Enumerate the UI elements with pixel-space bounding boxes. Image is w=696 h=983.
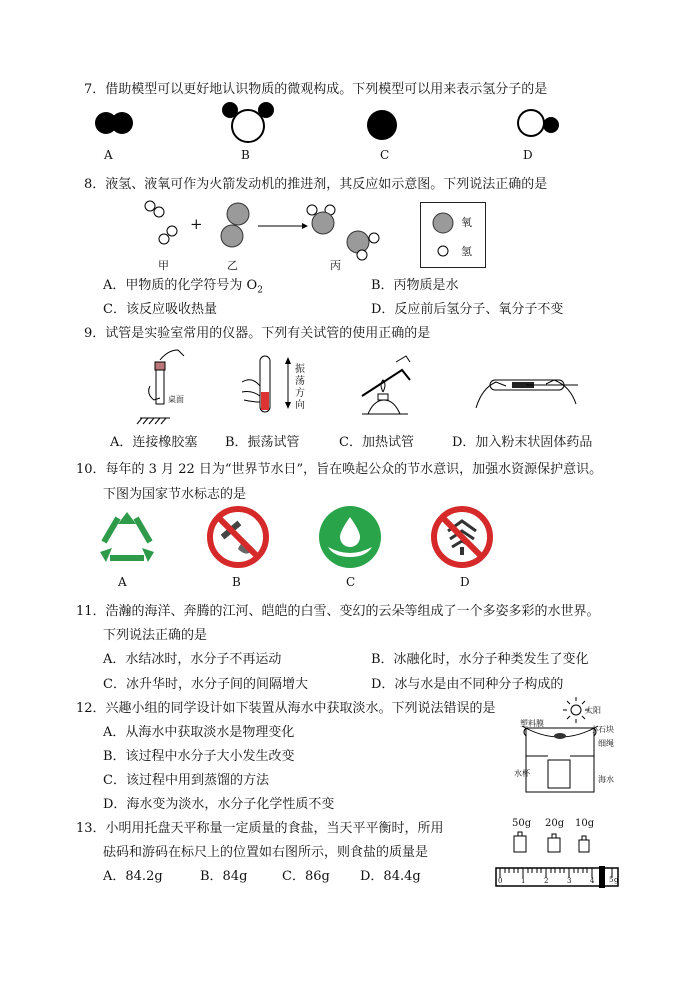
q10-label-a: A (118, 575, 127, 589)
q11-option-b: B．冰融化时，水分子种类发生了变化 (371, 652, 589, 667)
q7-option-b-model (218, 100, 278, 146)
q11-option-c: C．冰升华时，水分子间的间隔增大 (103, 677, 308, 692)
q12-label-stone: 小石块 (590, 725, 614, 734)
q9-image-d-powder (466, 358, 586, 424)
q10-recycle-icon (96, 508, 158, 564)
q7-option-a-model (94, 110, 140, 136)
q8-legend-oxygen: 氧 (461, 216, 472, 229)
q13-tick-0: 0 (498, 877, 503, 885)
q10-no-logging-icon (430, 505, 494, 569)
q12-label-cup: 水杯 (514, 769, 530, 778)
q7-label-d: D (523, 148, 533, 162)
q13-tick-unit: g (614, 876, 619, 884)
q8-legend-box (420, 202, 486, 268)
q13-tick-3: 3 (567, 877, 572, 885)
q13-scale-ruler (496, 866, 622, 890)
q8-option-b: B．丙物质是水 (371, 278, 459, 293)
q12-stem: 12．兴趣小组的同学设计如下装置从海水中获取淡水。下列说法错误的是 (76, 701, 496, 716)
q12-option-c: C．该过程中用到蒸馏的方法 (103, 773, 269, 788)
q11-option-d: D．冰与水是由不同种分子构成的 (371, 677, 564, 692)
q7-label-a: A (104, 148, 113, 162)
q9-desk-label: 桌面 (168, 395, 184, 404)
q9-image-b-shake (236, 352, 296, 432)
q7-option-d-model (514, 108, 562, 140)
q9-option-d: D．加入粉末状固体药品 (452, 435, 593, 450)
q9-image-a-stopper (140, 346, 192, 428)
q13-rider (599, 866, 605, 888)
q13-tick-1: 1 (521, 877, 526, 885)
q9-shake-label-4: 向 (295, 400, 305, 411)
q11-stem: 11．浩瀚的海洋、奔腾的江河、皑皑的白雪、变幻的云朵等组成了一个多姿多彩的水世界。 (76, 604, 600, 619)
q7-stem: 7．借助模型可以更好地认识物质的微观构成。下列模型可以用来表示氢分子的是 (84, 82, 548, 97)
q10-stem-2: 下图为国家节水标志的是 (103, 487, 247, 502)
q13-option-d: D．84.4g (360, 869, 421, 884)
q8-reaction-diagram (130, 198, 390, 258)
q12-option-d: D．海水变为淡水，水分子化学性质不变 (103, 797, 335, 812)
q8-plus-sign: + (190, 215, 203, 233)
q12-label-sun: 太阳 (585, 706, 601, 715)
q12-label-film: 塑料膜 (520, 719, 544, 728)
q9-option-a: A．连接橡胶塞 (110, 435, 198, 450)
q9-option-c: C．加热试管 (339, 435, 414, 450)
q13-option-a: A．84.2g (103, 869, 163, 884)
q8-stem: 8．液氢、液氧可作为火箭发动机的推进剂，其反应如示意图。下列说法正确的是 (84, 177, 548, 192)
q9-image-c-heating (348, 352, 424, 428)
q7-option-c-model (365, 108, 399, 142)
q13-stem-2: 砝码和游码在标尺上的位置如右图所示，则食盐的质量是 (103, 845, 429, 860)
q10-label-c: C (346, 575, 356, 589)
q13-weight-50g-label: 50g (512, 818, 532, 829)
q11-option-a: A．水结冰时，水分子不再运动 (103, 652, 282, 667)
q13-tick-2: 2 (544, 877, 549, 885)
q7-label-b: B (241, 148, 250, 162)
q7-label-c: C (380, 148, 390, 162)
q12-option-b: B．该过程中水分子大小发生改变 (103, 749, 295, 764)
q8-legend-hydrogen: 氢 (461, 245, 472, 258)
q13-weight-20g-label: 20g (545, 818, 565, 829)
q8-option-d: D．反应前后氢分子、氧分子不变 (371, 302, 564, 317)
q8-option-c: C．该反应吸收热量 (103, 302, 217, 317)
q13-weights-icon (508, 830, 598, 858)
q13-weight-10g-label: 10g (575, 818, 595, 829)
q13-tick-4: 4 (590, 877, 595, 885)
q8-legend-atoms (431, 211, 455, 261)
q10-label-d: D (460, 575, 470, 589)
q10-stem: 10．每年的 3 月 22 日为“世界节水日”，旨在唤起公众的节水意识，加强水资源保护意识。 (76, 462, 603, 477)
q10-no-smoking-icon (206, 505, 270, 569)
q8-option-a: A．甲物质的化学符号为 $O_2$ (103, 278, 263, 296)
q9-shake-label-2: 荡 (295, 376, 305, 387)
q9-stem: 9．试管是实验室常用的仪器。下列有关试管的使用正确的是 (84, 326, 431, 341)
q13-option-c: C．86g (282, 869, 330, 884)
q9-shake-label-1: 振 (295, 364, 305, 375)
q12-label-rope: 细绳 (598, 739, 614, 748)
q13-tick-5: 5 (609, 876, 614, 884)
q9-option-b: B．振荡试管 (225, 435, 300, 450)
q11-stem-2: 下列说法正确的是 (103, 628, 208, 643)
q8-label-jia: 甲 (158, 259, 169, 272)
q8-label-bing: 丙 (330, 259, 341, 272)
q12-label-sea: 海水 (598, 775, 614, 784)
q9-shake-label-3: 方 (295, 388, 305, 399)
q10-label-b: B (232, 575, 241, 589)
q10-water-saving-icon (318, 505, 382, 569)
q13-stem: 13．小明用托盘天平称量一定质量的食盐，当天平平衡时，所用 (76, 821, 444, 836)
q12-option-a: A．从海水中获取淡水是物理变化 (103, 725, 295, 740)
q8-label-yi: 乙 (227, 259, 238, 272)
q13-option-b: B．84g (200, 869, 248, 884)
